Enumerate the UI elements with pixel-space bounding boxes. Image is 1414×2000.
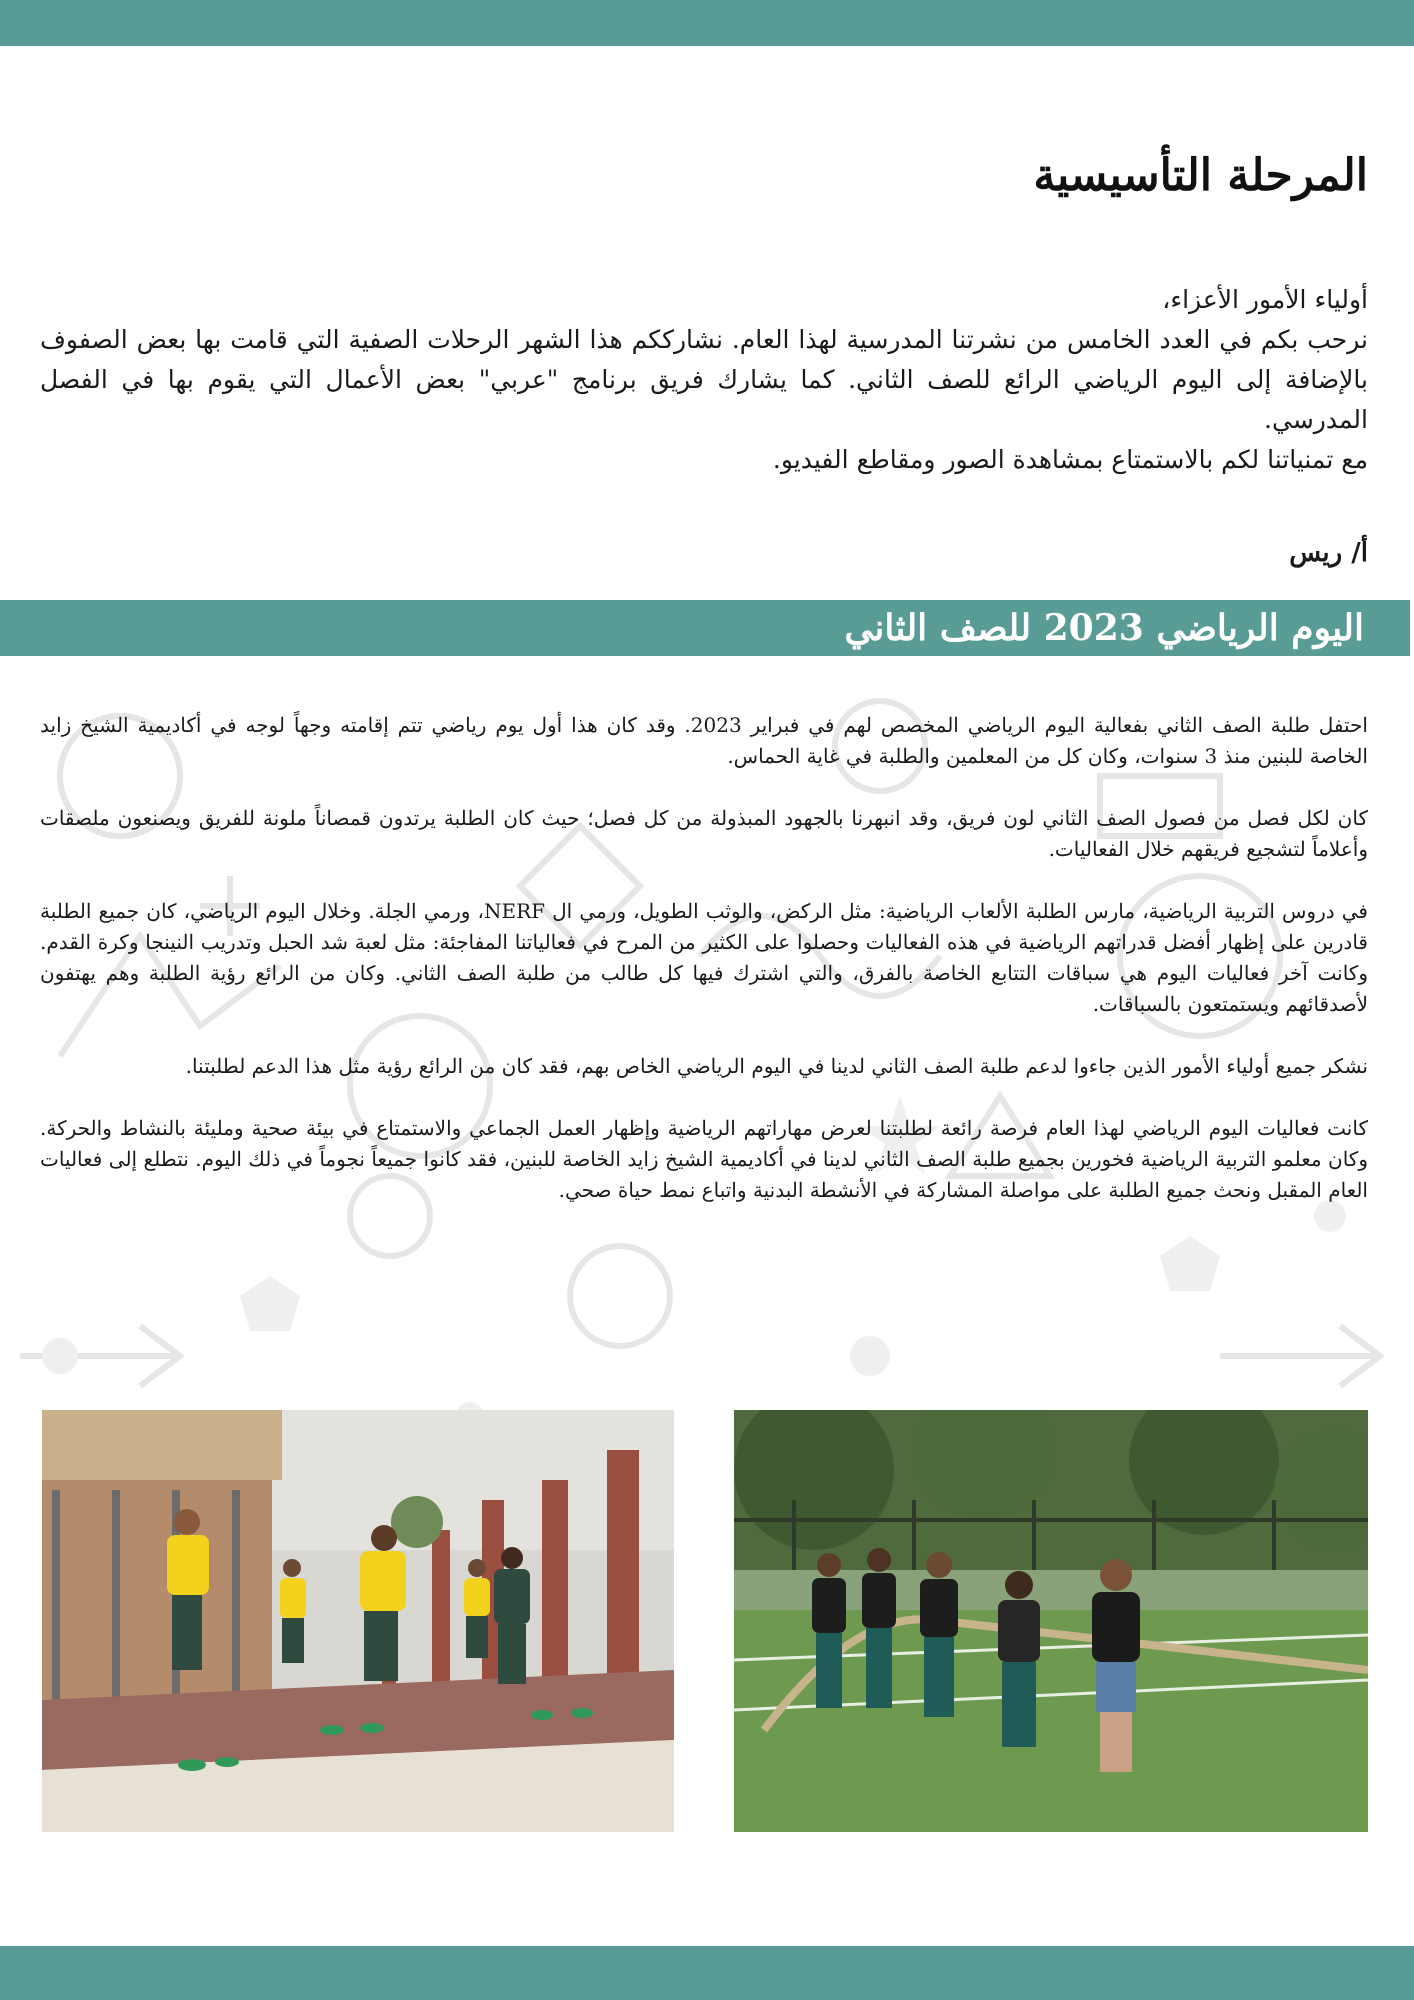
page-title: المرحلة التأسيسية bbox=[1033, 150, 1368, 201]
photo-tug-of-war bbox=[734, 1410, 1368, 1832]
section-paragraph-4: نشكر جميع أولياء الأمور الذين جاءوا لدعم طلبة الصف الثاني لدينا في اليوم الرياضي الخاص بهم، فقد كان من الرائع رؤية مثل هذا الدعم لطلبتنا. bbox=[185, 1054, 1368, 1078]
section-paragraph-1: احتفل طلبة الصف الثاني بفعالية اليوم الرياضي المخصص لهم في فبراير 2023. وقد كان هذا أول يوم رياضي تتم إقامته وجهاً لوجه في أكاديمية الشيخ زايد الخاصة للبنين منذ 3 سنوات، وكان كل من المعلمين والطلبة في غاية الحماس. bbox=[40, 713, 1368, 768]
section-paragraph-2: كان لكل فصل من فصول الصف الثاني لون فريق، وقد انبهرنا بالجهود المبذولة من كل فصل؛ حيث كان الطلبة يرتدون قمصاناً ملونة للفريق ويصنعون ملصقات وأعلاماً لتشجيع فريقهم خلال الفعاليات. bbox=[40, 806, 1368, 861]
section-title: اليوم الرياضي 2023 للصف الثاني bbox=[844, 607, 1364, 649]
section-body bbox=[40, 710, 1368, 1237]
section-paragraph-5: كانت فعاليات اليوم الرياضي لهذا العام فرصة رائعة لطلبتنا لعرض مهاراتهم الرياضية وإظهار العمل الجماعي والاستمتاع في بيئة صحية ومليئة بالنشاط والحركة. وكان معلمو التربية الرياضية فخورين بجميع طلبة الصف الثاني لدينا في أكاديمية الشيخ زايد الخاصة للبنين، فقد كانوا جميعاً نجوماً في ذلك اليوم. نتطلع إلى فعاليات العام المقبل ونحث جميع الطلبة على مواصلة المشاركة في الأنشطة البدنية واتباع نمط حياة صحي. bbox=[40, 1116, 1368, 1202]
intro-closing: مع تمنياتنا لكم بالاستمتاع بمشاهدة الصور ومقاطع الفيديو. bbox=[772, 445, 1368, 474]
bottom-accent-bar bbox=[0, 1946, 1414, 2000]
section-paragraph-3: في دروس التربية الرياضية، مارس الطلبة الألعاب الرياضية: مثل الركض، والوثب الطويل، ورمي ال NERF، ورمي الجلة. وخلال اليوم الرياضي، كان جميع الطلبة قادرين على إظهار أفضل قدراتهم الرياضية في هذه الفعاليات وحصلوا على الكثير من المرح في فعالياتنا المفاجئة: مثل لعبة شد الحبل وتدريب النينجا وكرة القدم. وكانت آخر فعاليات اليوم هي سباقات التتابع الخاصة بالفرق، والتي اشترك فيها كل طالب من طلبة الصف الثاني. وكان من الرائع رؤية الطلبة وهم يهتفون لأصدقائهم ويستمتعون بالسباقات. bbox=[40, 899, 1368, 1016]
intro-letter bbox=[40, 280, 1368, 480]
photo-running-race bbox=[42, 1410, 674, 1832]
section-banner bbox=[0, 600, 1410, 656]
signature: أ/ ريس bbox=[1289, 538, 1368, 568]
top-accent-bar bbox=[0, 0, 1414, 46]
intro-paragraph: نرحب بكم في العدد الخامس من نشرتنا المدرسية لهذا العام. نشارككم هذا الشهر الرحلات الصفية التي قامت بها بعض الصفوف بالإضافة إلى اليوم الرياضي الرائع للصف الثاني. كما يشارك فريق برنامج "عربي" بعض الأعمال التي يقوم بها في الفصل المدرسي. bbox=[40, 325, 1368, 434]
intro-greeting: أولياء الأمور الأعزاء، bbox=[1162, 285, 1368, 314]
